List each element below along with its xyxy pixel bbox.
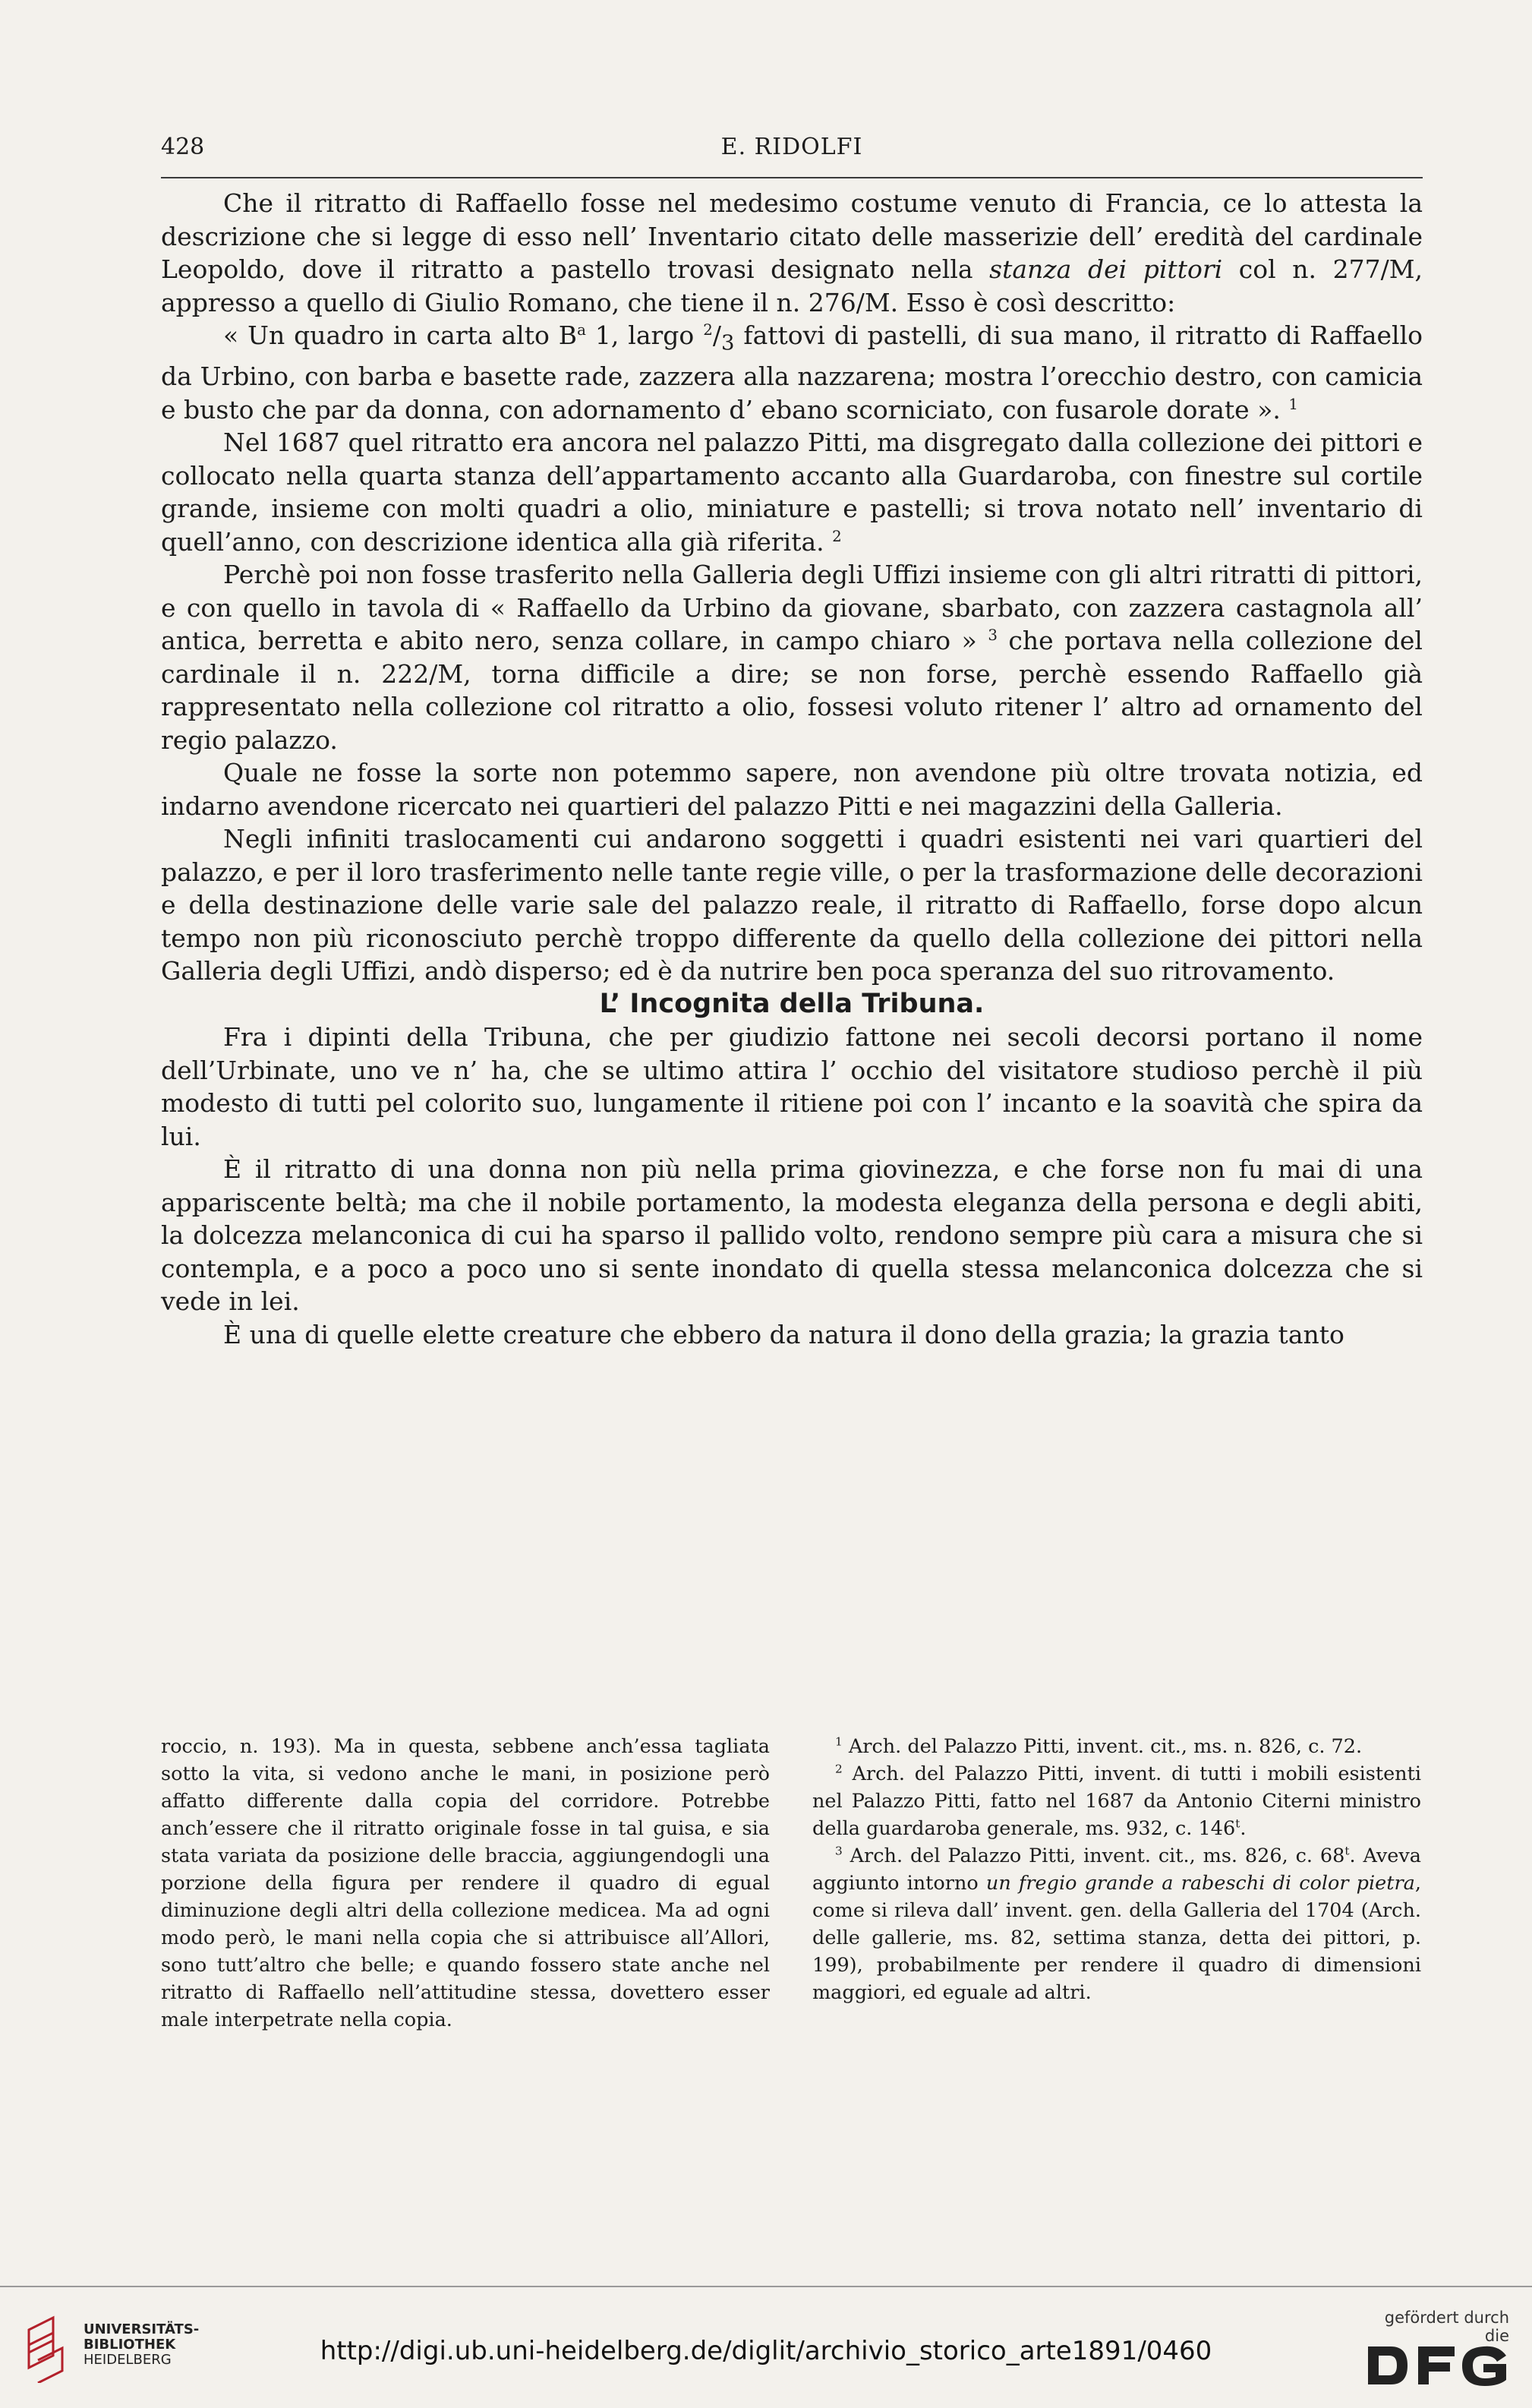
paragraph: Fra i dipinti della Tribuna, che per giudizio fattone nei secoli decorsi portano il nome dell’Urbinate, uno ve n’ ha, che se ultimo attira l’ occhio del visitatore studioso perchè il più modesto di tutti pel colorito suo, lungamente il ritiene poi con l’ incanto e la soavità che spira da lui. bbox=[161, 1022, 1423, 1151]
permalink-url[interactable]: http://digi.ub.uni-heidelberg.de/diglit/archivio_storico_arte1891/0460 bbox=[320, 2336, 1212, 2366]
page-number: 428 bbox=[161, 134, 205, 160]
paragraph: Nel 1687 quel ritratto era ancora nel palazzo Pitti, ma disgregato dalla collezione dei pittori e collocato nella quarta stanza dell’appartamento accanto alla Guardaroba, con finestre sul cortile grande, insieme con molti quadri a olio, miniature e pastelli; si trova notato nell’ inventario di quell’anno, con descrizione identica alla già riferita. $^2$ bbox=[161, 428, 1423, 557]
footnote-ref-3[interactable]: 3 bbox=[988, 626, 998, 645]
footer-rule bbox=[0, 2286, 1532, 2287]
paragraph: Quale ne fosse la sorte non potemmo sapere, non avendone più oltre trovata notizia, ed indarno avendone ricercato nei quartieri del palazzo Pitti e nei magazzini della Galleria. bbox=[161, 758, 1423, 821]
main-text bbox=[161, 187, 1423, 1351]
footnote-2: $^2$ Arch. del Palazzo Pitti, invent. di tutti i mobili esistenti nel Palazzo Pitti, fatto nel 1687 da Antonio Citerni ministro della guardaroba generale, ms. 932, c. 146$^t$. bbox=[812, 1762, 1421, 1840]
paragraph: È una di quelle elette creature che ebbero da natura il dono della grazia; la grazia tanto bbox=[223, 1319, 1344, 1349]
running-head: E. RIDOLFI bbox=[720, 134, 863, 160]
footnote-ref-1[interactable]: 1 bbox=[1288, 395, 1298, 413]
paragraph: È il ritratto di una donna non più nella prima giovinezza, e che forse non fu mai di una appariscente beltà; ma che il nobile portamento, la modesta eleganza della persona e degli abiti, la dolcezza melanconica di cui ha sparso il pallido volto, rendono sempre più cara a misura che si contempla, e a poco a poco uno si sente inondato di quella stessa melanconica dolcezza che si vede in lei. bbox=[161, 1154, 1423, 1317]
paragraph: Negli infiniti traslocamenti cui andarono soggetti i quadri esistenti nei vari quartieri del palazzo, e per il loro trasferimento nelle tante regie ville, o per la trasformazione delle decorazioni e della destinazione delle varie sale del palazzo reale, il ritratto di Raffaello, forse dopo alcun tempo non più riconosciuto perchè troppo differente da quello della collezione dei pittori nella Galleria degli Uffizi, andò disperso; ed è da nutrire ben poca speranza del suo ritrovamento. bbox=[161, 824, 1423, 986]
footnote-column-left bbox=[161, 1733, 770, 2034]
paragraph: Perchè poi non fosse trasferito nella Galleria degli Uffizi insieme con gli altri ritratti di pittori, e con quello in tavola di « Raffaello da Urbino da giovane, sbarbato, con zazzera castagnola all’ antica, berretta e abito nero, senza collare, in campo chiaro » $^3$ che portava nella collezione del cardinale il n. 222/M, torna difficile a dire; se non forse, perchè essendo Raffaello già rappresentato nella collezione col ritratto a olio, fossesi voluto ritener l’ altro ad ornamento del regio palazzo. bbox=[161, 560, 1423, 755]
footnote-1: $^1$ Arch. del Palazzo Pitti, invent. cit., ms. n. 826, c. 72. bbox=[835, 1734, 1363, 1758]
dfg-logo-icon bbox=[1365, 2342, 1509, 2389]
section-title: L’ Incognita della Tribuna. bbox=[599, 988, 985, 1019]
footnote-continuation: roccio, n. 193). Ma in questa, sebbene anch’essa tagliata sotto la vita, si vedono anche le mani, in posizione però affatto differente dalla copia del corridore. Potrebbe anch’essere che il ritratto originale fosse in tal guisa, e sia stata variata da posizione delle braccia, aggiungendogli una porzione della figura per rendere il quadro di egual diminuzione degli altri della collezione medicea. Ma ad ogni modo però, le mani nella copia che si attribuisce all’Allori, sono tutt’altro che belle; e quando fossero state anche nel ritratto di Raffaello nell’attitudine stessa, dovettero esser male interpetrate nella copia. bbox=[161, 1735, 770, 2031]
page-header bbox=[161, 134, 1423, 172]
university-library-name: UNIVERSITÄTS- BIBLIOTHEK HEIDELBERG bbox=[84, 2321, 200, 2368]
footnote-3: $^3$ Arch. del Palazzo Pitti, invent. cit., ms. 826, c. 68$^t$. Aveva aggiunto intorno un fregio grande a rabeschi di color pietra, come si rileva dall’ invent. gen. della Galleria del 1704 (Arch. delle gallerie, ms. 82, settima stanza, detta dei pittori, p. 199), probabilmente per rendere il quadro di dimensioni maggiori, ed eguale ad altri. bbox=[812, 1844, 1421, 2004]
footnote-column-right bbox=[812, 1733, 1421, 2006]
viewer-footer bbox=[0, 2286, 1532, 2408]
footnote-ref-2[interactable]: 2 bbox=[832, 527, 842, 545]
funding-label: gefördert durch die bbox=[1384, 2309, 1509, 2345]
funding-notice bbox=[1357, 2309, 1509, 2400]
header-rule bbox=[161, 177, 1423, 178]
paragraph: Che il ritratto di Raffaello fosse nel medesimo costume venuto di Francia, ce lo attesta la descrizione che si legge di esso nell’ Inventario citato delle masserizie dell’ eredità del cardinale Leopoldo, dove il ritratto a pastello trovasi designato nella stanza dei pittori col n. 277/M, appresso a quello di Giulio Romano, che tiene il n. 276/M. Esso è così descritto: bbox=[161, 188, 1423, 317]
paragraph-quote: « Un quadro in carta alto $B^a$ 1, largo $^2/_3$ fattovi di pastelli, di sua mano, il ritratto di Raffaello da Urbino, con barba e basette rade, zazzera alla nazzarena; mostra l’orecchio destro, con camicia e busto che par da donna, con adornamento d’ ebano scorniciato, con fusarole dorate ». $^1$ bbox=[161, 320, 1423, 424]
